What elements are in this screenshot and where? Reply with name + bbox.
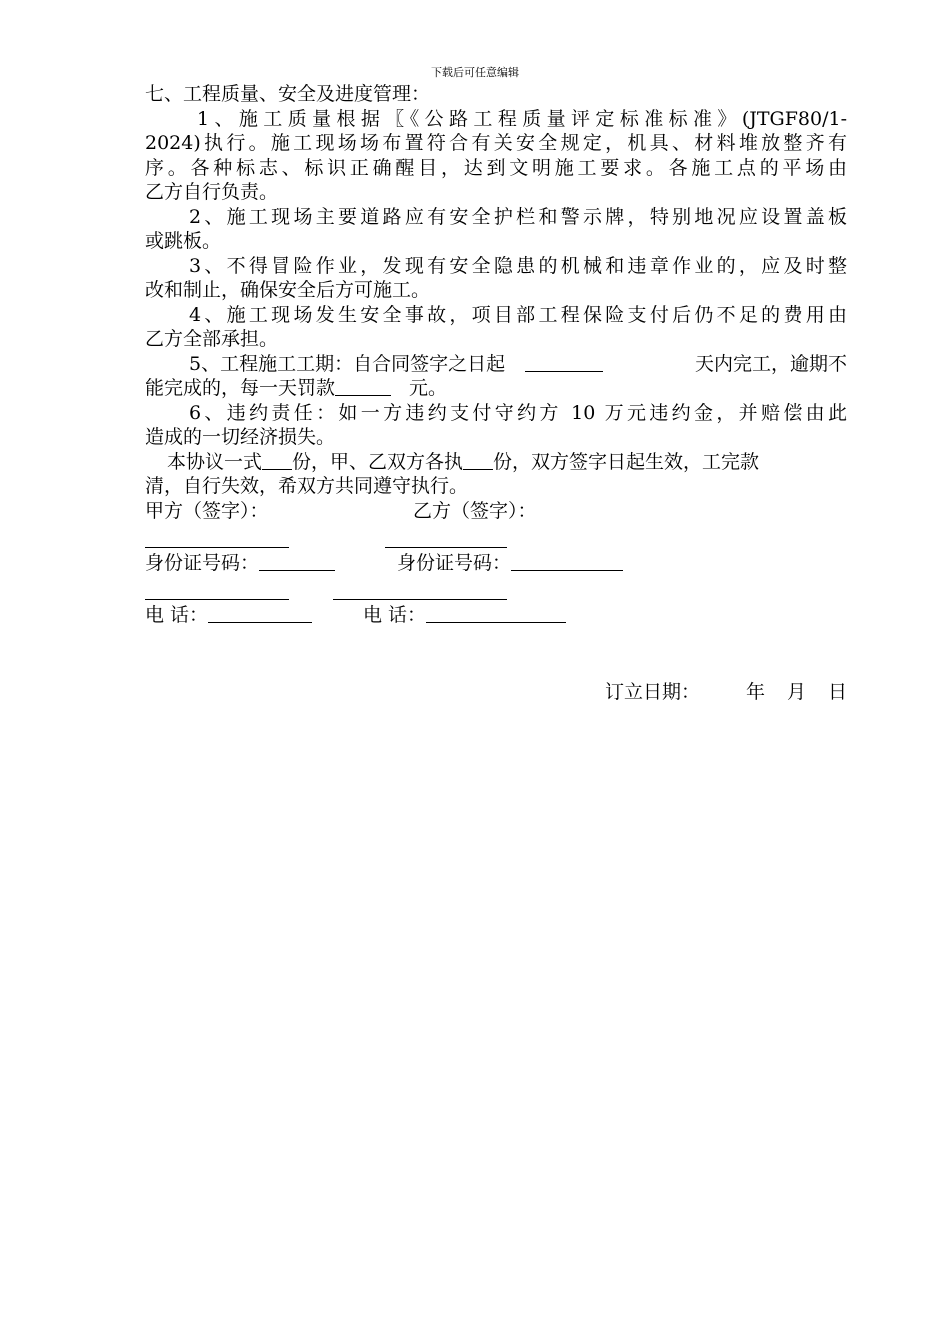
date-year: 年 (745, 681, 765, 703)
party-a-id-line-2[interactable] (145, 577, 289, 600)
clause-5-text-d: 元。 (409, 377, 448, 399)
party-b-phone-field[interactable] (426, 603, 566, 623)
clause-4-line-2: 乙方全部承担。 (145, 328, 279, 350)
party-b-signature-line[interactable] (385, 525, 507, 548)
party-a-id-label: 身份证号码： (145, 551, 260, 574)
party-b-id-line-2[interactable] (333, 577, 507, 600)
clause-2-line-2: 或跳板。 (145, 230, 222, 252)
clause-1-line-3: 序。各种标志、标识正确醒目，达到文明施工要求。各施工点的平场由 (145, 156, 847, 179)
clause-1-line-1: 1、施工质量根据〖《公路工程质量评定标准标准》(JTGF80/1- (197, 107, 847, 130)
clause-1-line-2: 2024)执行。施工现场场布置符合有关安全规定，机具、材料堆放整齐有 (145, 132, 847, 154)
clause-6-line-2: 造成的一切经济损失。 (145, 426, 336, 448)
clause-5-text-a: 5、工程施工工期：自合同签字之日起 (189, 352, 506, 375)
phone-row (145, 603, 847, 629)
agreement-line-2: 清，自行失效，希双方共同遵守执行。 (145, 475, 469, 497)
signature-label-row (145, 499, 847, 525)
party-a-signature-label: 甲方（签字）： (145, 499, 269, 522)
party-a-signature-line[interactable] (145, 525, 289, 548)
id-number-continuation-row (145, 577, 847, 603)
document-body (145, 82, 847, 629)
clause-6-line-1: 6、违约责任：如一方违约支付守约方 10 万元违约金，并赔偿由此 (189, 401, 847, 424)
duration-days-blank[interactable] (525, 352, 603, 372)
clause-2-line-1: 2、施工现场主要道路应有安全护栏和警示牌，特别地况应设置盖板 (189, 205, 847, 228)
contract-date-line (605, 680, 847, 704)
party-a-id-field[interactable] (259, 551, 335, 571)
clause-3-line-2: 改和制止，确保安全后方可施工。 (145, 279, 431, 301)
daily-penalty-blank[interactable] (335, 376, 391, 396)
date-day: 日 (827, 681, 847, 703)
party-b-id-group (397, 551, 623, 576)
copies-each-blank[interactable] (463, 450, 493, 470)
party-a-phone-field[interactable] (208, 603, 312, 623)
date-month: 月 (786, 681, 806, 703)
agreement-text-b: 份，甲、乙双方各执 (292, 450, 464, 473)
signature-line-row (145, 525, 847, 551)
agreement-line-1 (145, 450, 847, 475)
clause-3-line-1: 3、不得冒险作业，发现有安全隐患的机械和违章作业的，应及时整 (189, 254, 847, 277)
clause-5-line-1 (145, 352, 847, 377)
clause-5-text-b: 天内完工，逾期不 (694, 352, 847, 375)
agreement-text-a: 本协议一式 (167, 450, 263, 473)
party-a-id-group (145, 551, 335, 576)
section-title: 七、工程质量、安全及进度管理： (145, 83, 431, 105)
party-a-phone-label: 电 话： (145, 603, 209, 626)
clause-5-line-2 (145, 376, 847, 401)
copies-count-blank[interactable] (262, 450, 292, 470)
clause-1-line-4: 乙方自行负责。 (145, 181, 279, 203)
party-a-phone-group (145, 603, 312, 628)
date-label: 订立日期： (604, 681, 700, 703)
id-number-row (145, 551, 847, 577)
party-b-id-label: 身份证号码： (397, 551, 512, 574)
page-header-note: 下载后可任意编辑 (431, 66, 519, 79)
agreement-text-c: 份，双方签字日起生效，工完款 (493, 450, 760, 473)
party-b-signature-label: 乙方（签字）： (413, 499, 537, 522)
clause-4-line-1: 4、施工现场发生安全事故，项目部工程保险支付后仍不足的费用由 (189, 303, 847, 326)
party-b-phone-group (363, 603, 566, 628)
party-b-phone-label: 电 话： (363, 603, 427, 626)
party-b-id-field[interactable] (511, 551, 623, 571)
clause-5-text-c: 能完成的，每一天罚款 (145, 377, 336, 399)
